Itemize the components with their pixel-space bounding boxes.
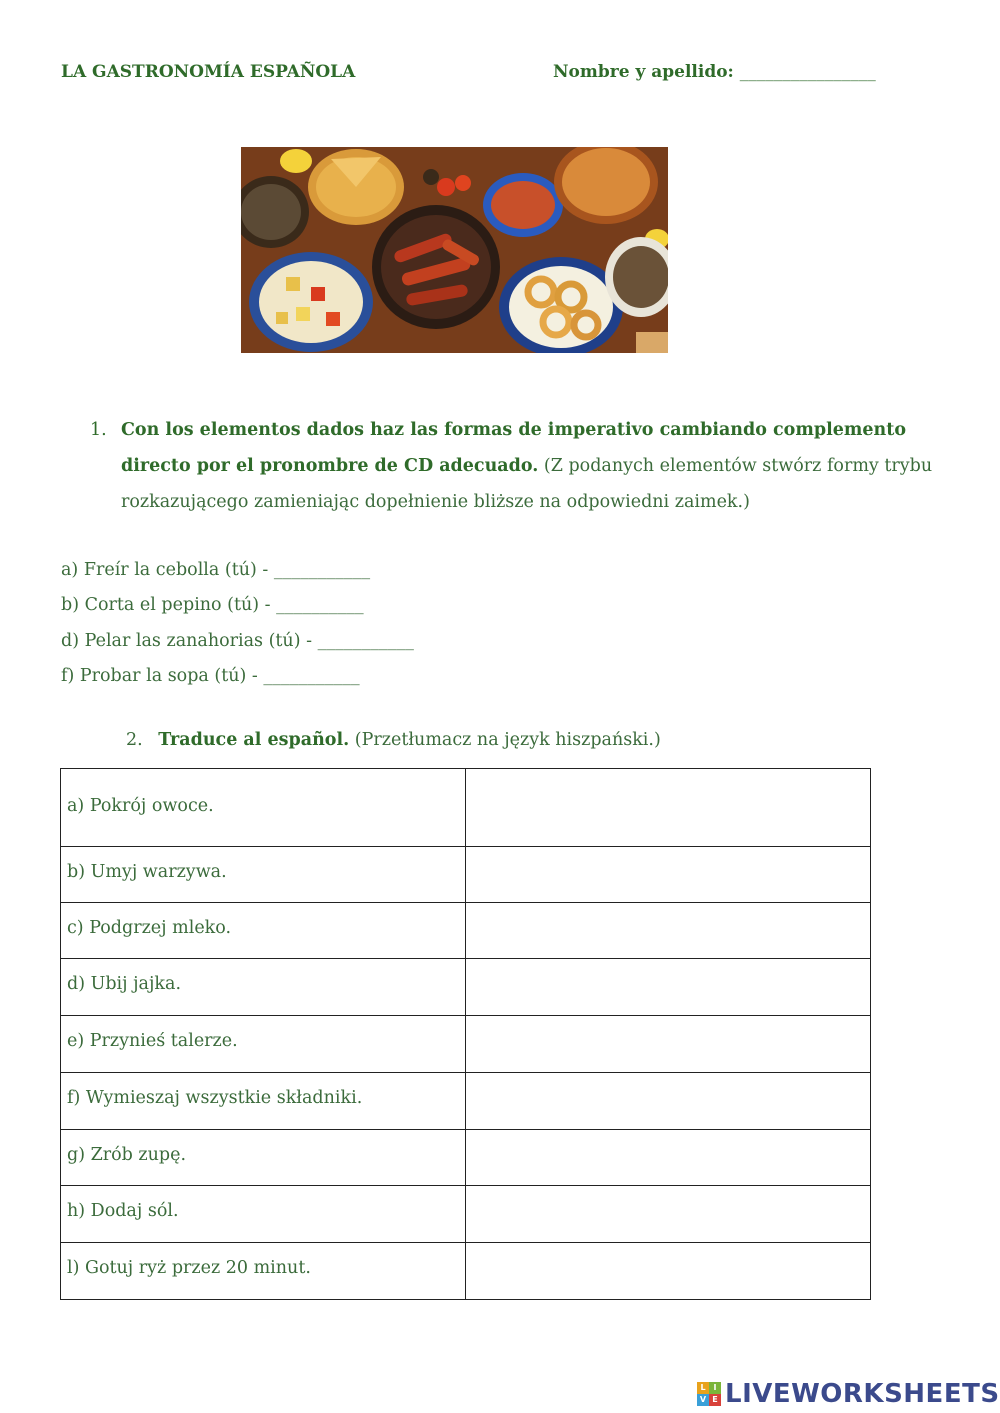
- answer-cell[interactable]: [466, 903, 871, 959]
- table-row: [61, 903, 871, 959]
- exercise-1-instruction-bold: Con los elementos dados haz las formas de imperativo cambiando complemento directo por el pronombre de CD adecuado.: [121, 420, 907, 476]
- exercise-2-number: 2.: [126, 730, 143, 750]
- exercise-2-instruction-bold: Traduce al español.: [158, 730, 350, 750]
- answer-cell[interactable]: [466, 1243, 871, 1300]
- answer-cell[interactable]: [466, 847, 871, 903]
- table-row: [61, 959, 871, 1016]
- exercise-1-items: [61, 553, 414, 694]
- source-cell: f) Wymieszaj wszystkie składniki.: [61, 1073, 466, 1130]
- exercise-2-instruction: [126, 730, 661, 750]
- answer-cell[interactable]: [466, 1186, 871, 1243]
- liveworksheets-logo: [697, 1378, 1000, 1410]
- table-row: [61, 1016, 871, 1073]
- exercise-2-instruction-translation: (Przetłumacz na język hiszpański.): [354, 730, 661, 750]
- spanish-food-photo: [241, 147, 668, 353]
- source-cell: c) Podgrzej mleko.: [61, 903, 466, 959]
- table-row: [61, 1186, 871, 1243]
- source-cell: h) Dodaj sól.: [61, 1186, 466, 1243]
- exercise-1-number: 1.: [90, 420, 107, 440]
- answer-cell[interactable]: [466, 959, 871, 1016]
- source-cell: e) Przynieś talerze.: [61, 1016, 466, 1073]
- exercise-1-item: d) Pelar las zanahorias (tú) - ___________: [61, 630, 414, 651]
- exercise-1-item: f) Probar la sopa (tú) - ___________: [61, 665, 360, 686]
- source-cell: a) Pokrój owoce.: [61, 769, 466, 847]
- name-field-label: [553, 62, 876, 82]
- source-cell: b) Umyj warzywa.: [61, 847, 466, 903]
- exercise-1-instruction: [90, 412, 950, 520]
- liveworksheets-logo-icon: L I V E: [697, 1382, 721, 1406]
- table-row: [61, 847, 871, 903]
- answer-cell[interactable]: [466, 1130, 871, 1186]
- exercise-1-item: b) Corta el pepino (tú) - __________: [61, 595, 364, 616]
- exercise-1-instruction-translation: (Z podanych elementów stwórz formy trybu rozkazującego zamieniając dopełnienie bliższe na odpowiedni zaimek.): [121, 456, 933, 512]
- answer-cell[interactable]: [466, 1073, 871, 1130]
- table-row: [61, 1243, 871, 1300]
- answer-cell[interactable]: [466, 1016, 871, 1073]
- table-row: [61, 1073, 871, 1130]
- source-cell: l) Gotuj ryż przez 20 minut.: [61, 1243, 466, 1300]
- answer-cell[interactable]: [466, 769, 871, 847]
- table-row: [61, 769, 871, 847]
- liveworksheets-logo-text: LIVEWORKSHEETS: [725, 1379, 1000, 1409]
- exercise-1-item: a) Freír la cebolla (tú) - ___________: [61, 560, 371, 580]
- source-cell: d) Ubij jajka.: [61, 959, 466, 1016]
- food-illustration: [241, 147, 668, 353]
- worksheet-title: LA GASTRONOMÍA ESPAÑOLA: [61, 62, 356, 82]
- table-row: [61, 1130, 871, 1186]
- name-blank: ________________: [739, 62, 876, 82]
- source-cell: g) Zrób zupę.: [61, 1130, 466, 1186]
- translation-table: [60, 768, 871, 1300]
- name-label: Nombre y apellido:: [553, 62, 734, 82]
